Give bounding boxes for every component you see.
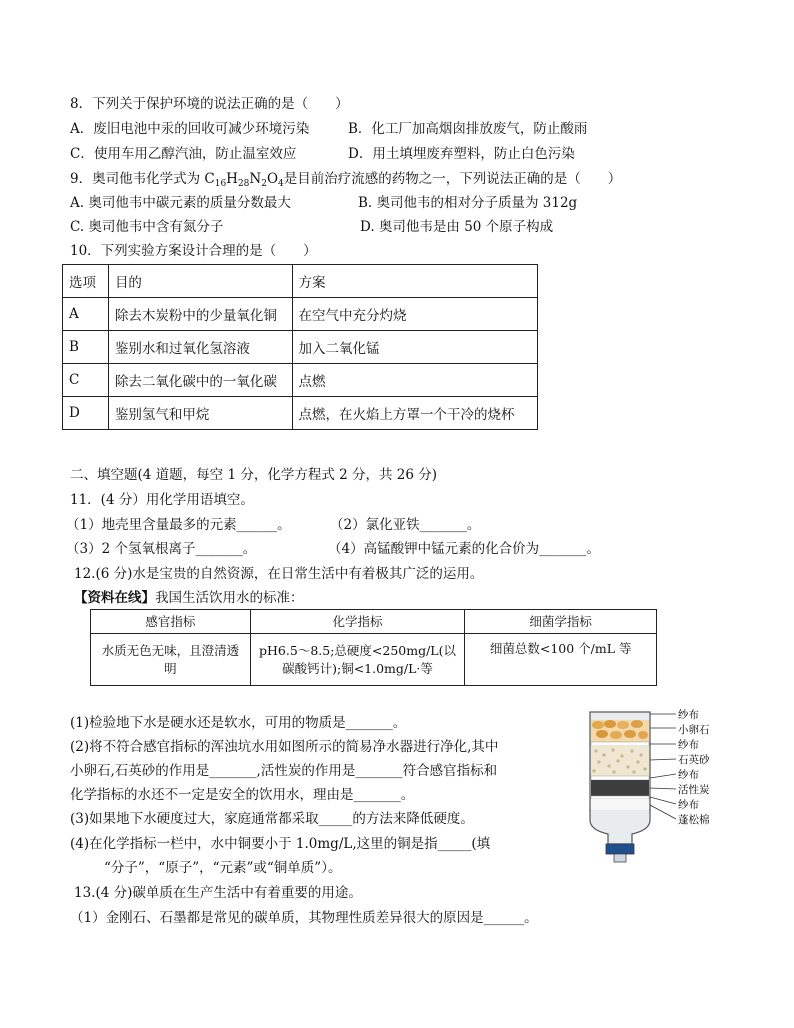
q9-option-d: D. 奥司他韦是由 50 个原子构成: [360, 219, 554, 235]
q11-stem: 11．(4 分）用化学用语填空。: [70, 492, 254, 508]
table-cell: 除去二氧化碳中的一氧化碳: [108, 364, 292, 397]
table-cell: 加入二氧化锰: [292, 331, 537, 364]
bottle-cap: [606, 844, 634, 854]
q9-sub-o: 4: [278, 179, 284, 189]
filter-label: 石英砂: [678, 754, 710, 766]
filter-label: 纱布: [678, 709, 699, 721]
q8-stem: 8．下列关于保护环境的说法正确的是（ ）: [70, 96, 349, 112]
q12-stem: 12.(6 分)水是宝贵的自然资源，在日常生活中有着极其广泛的运用。: [74, 566, 484, 582]
quartz-sand-layer: [591, 746, 649, 776]
table-row: [63, 364, 538, 397]
bottle-neck: [590, 810, 650, 844]
q9-o: O: [266, 171, 279, 187]
q12-part-2-line3: 化学指标的水还不一定是安全的饮用水，理由是_______。: [70, 787, 415, 803]
q8-option-c: C．使用车用乙醇汽油，防止温室效应: [70, 146, 297, 162]
header-cell: 方案: [292, 265, 537, 298]
filter-label: 纱布: [678, 739, 699, 751]
table-row: [63, 298, 538, 331]
q9-sub-h: 28: [237, 179, 250, 189]
header-cell: 细菌学指标: [465, 610, 657, 634]
q12-part-4-line1: (4)在化学指标一栏中，水中铜要小于 1.0mg/L,这里的铜是指_____(填: [70, 836, 491, 852]
filter-label: 纱布: [678, 799, 699, 811]
q13-part-1: （1）金刚石、石墨都是常见的碳单质，其物理性质差异很大的原因是______。: [70, 910, 538, 926]
q9-stem: [70, 170, 621, 188]
cell-line: 细菌总数<100 个/mL 等: [489, 641, 632, 656]
q10-table: [62, 264, 538, 430]
section-title: 二、填空题(4 道题，每空 1 分，化学方程式 2 分，共 26 分): [70, 467, 438, 483]
q9-n: N: [249, 171, 262, 187]
table-cell: B: [63, 331, 109, 364]
q12-part-3: (3)如果地下水硬度过大，家庭通常都采取_____的方法来降低硬度。: [70, 811, 474, 827]
q9-option-b: B. 奥司他韦的相对分子质量为 312g: [358, 195, 578, 211]
q9-sub-n: 2: [261, 179, 267, 189]
info-text: 我国生活饮用水的标准：: [155, 590, 304, 606]
header-cell: 目的: [108, 265, 292, 298]
q11-part-1: （1）地壳里含量最多的元素______。: [66, 517, 291, 533]
filter-label: 纱布: [678, 769, 699, 781]
header-cell: 选项: [63, 265, 109, 298]
table-cell: [465, 634, 657, 686]
table-cell: 鉴别水和过氧化氢溶液: [108, 331, 292, 364]
table-cell: [250, 634, 465, 686]
cell-line: 水质无色无味，且澄清透: [101, 642, 240, 658]
q11-part-4: （4）高锰酸钾中锰元素的化合价为_______。: [328, 541, 600, 557]
info-label: 【资料在线】: [74, 590, 155, 606]
gauze-layer: [591, 742, 649, 746]
table-cell: D: [63, 397, 109, 430]
q10-stem: 10．下列实验方案设计合理的是（ ）: [70, 243, 317, 259]
q9-h: H: [226, 171, 238, 187]
q13-stem: 13.(4 分)碳单质在生产生活中有着重要的用途。: [74, 885, 362, 901]
gauze-layer: [591, 776, 649, 780]
q11-part-2: （2）氯化亚铁_______。: [330, 517, 481, 533]
table-cell: [91, 634, 251, 686]
q12-part-4-line2: “分子”，“原子”，“元素”或“铜单质”）。: [104, 860, 342, 876]
water-standard-table: [90, 609, 657, 686]
activated-carbon-layer: [591, 780, 649, 796]
table-header-row: [91, 610, 657, 634]
q11-part-3: （3）2 个氢氧根离子_______。: [66, 541, 257, 557]
q9-option-c: C. 奥司他韦中含有氮分子: [70, 219, 224, 235]
bottle-spout: [614, 854, 626, 862]
table-cell: 除去木炭粉中的少量氧化铜: [108, 298, 292, 331]
q9-stem-pre: 9．奥司他韦化学式为 C: [70, 171, 215, 187]
table-cell: 点燃，在火焰上方罩一个干冷的烧杯: [292, 397, 537, 430]
table-cell: 鉴别氢气和甲烷: [108, 397, 292, 430]
q9-sub-c: 16: [214, 179, 227, 189]
q9-option-a: A. 奥司他韦中碳元素的质量分数最大: [70, 195, 291, 211]
cell-line: pH6.5～8.5;总硬度<250mg/L(以: [259, 642, 456, 658]
cotton-layer: [591, 799, 649, 810]
table-row: [63, 331, 538, 364]
q12-part-2-line1: (2)将不符合感官指标的浑浊坑水用如图所示的简易净水器进行净化,其中: [70, 739, 499, 755]
filter-label: 活性炭: [678, 784, 710, 796]
water-filter-illustration: [580, 708, 750, 868]
pebble-layer: [591, 720, 649, 742]
q12-part-2-line2: 小卵石,石英砂的作用是_______,活性炭的作用是_______符合感官指标和: [70, 763, 498, 779]
header-cell: 化学指标: [250, 610, 465, 634]
q12-part-1: (1)检验地下水是硬水还是软水，可用的物质是_______。: [70, 715, 407, 731]
q12-info: [74, 589, 304, 607]
filter-label: 蓬松棉: [678, 814, 710, 826]
filter-label: 小卵石: [678, 724, 710, 736]
table-row: [63, 397, 538, 430]
table-cell: 点燃: [292, 364, 537, 397]
q9-stem-post: 是目前治疗流感的药物之一，下列说法正确的是（ ）: [283, 171, 622, 187]
table-row: [91, 634, 657, 686]
header-cell: 感官指标: [91, 610, 251, 634]
gauze-layer: [591, 796, 649, 799]
table-header-row: [63, 265, 538, 298]
cell-line: 碳酸钙计);铜<1.0mg/L·等: [282, 660, 433, 676]
q8-option-a: A．废旧电池中汞的回收可减少环境污染: [70, 121, 310, 137]
q8-option-d: D．用土填埋废弃塑料，防止白色污染: [348, 146, 575, 162]
q8-option-b: B．化工厂加高烟囱排放废气，防止酸雨: [348, 121, 588, 137]
table-cell: C: [63, 364, 109, 397]
cell-line: 明: [164, 660, 177, 676]
table-cell: 在空气中充分灼烧: [292, 298, 537, 331]
table-cell: A: [63, 298, 109, 331]
